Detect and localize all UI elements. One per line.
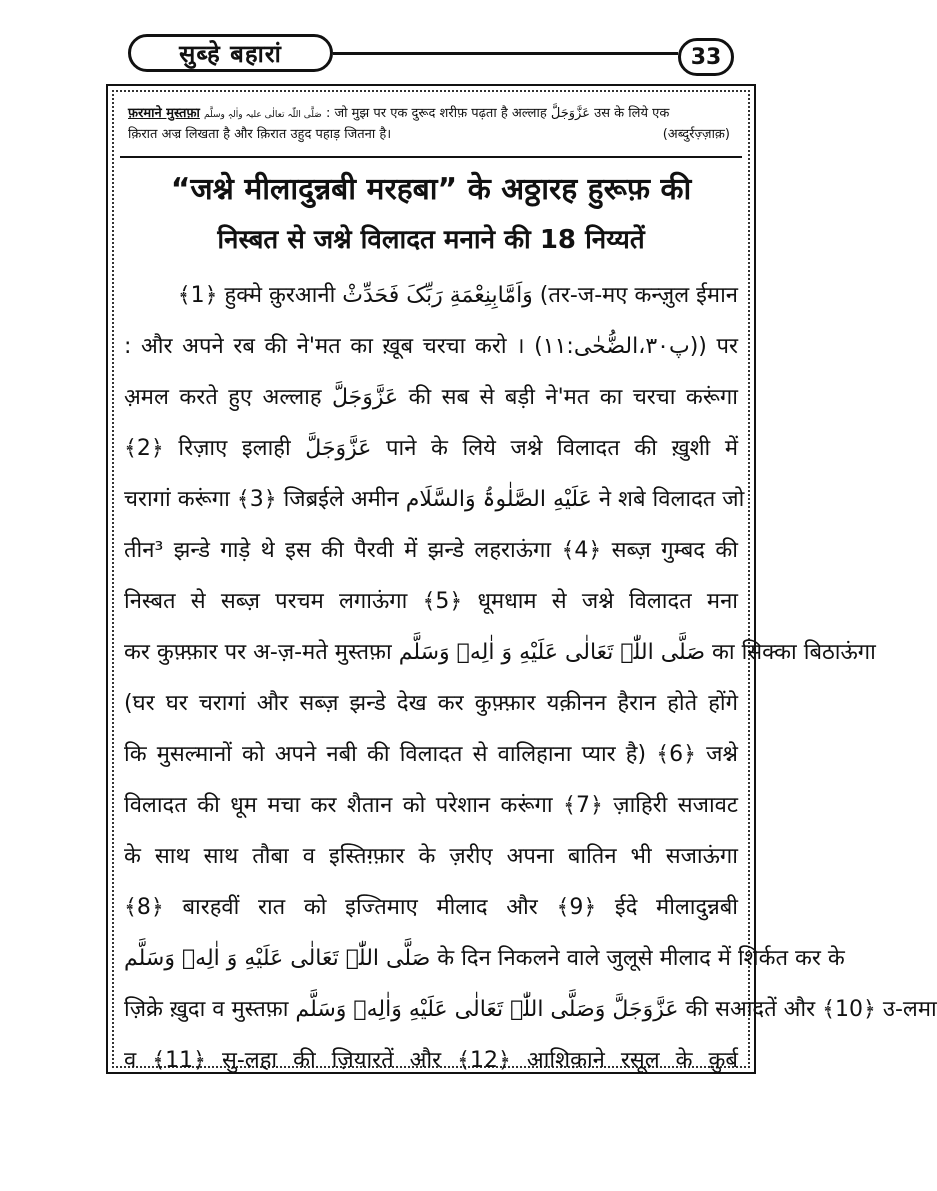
body-line: ज़िक्रे ख़ुदा व मुस्तफ़ा عَزَّوَجَلَّ وَصَلَّی اللّٰہ تَعَالٰی عَلَیْهِ وَاٰلِهٖ وَسَلَّم की सआदतें और ﴾10﴿ उ-लमा: [124, 997, 937, 1022]
body-line: कि मुसल्मानों को अपने नबी की विलादत से वालिहाना प्यार है) ﴾6﴿ जश्ने: [124, 742, 738, 767]
body-line: व ﴾11﴿ सु-लहा की ज़ियारतें और ﴾12﴿ आशिक़ाने रसूल के क़ुर्ब: [124, 1048, 738, 1073]
body-line: ﴾1﴿ हुक्मे क़ुरआनी وَاَمَّابِنِعْمَةِ رَبِّکَ فَحَدِّثْ (तर-ज-मए कन्ज़ुल ईमान: [177, 283, 738, 308]
body-line: : और अपने रब की ने'मत का ख़ूब चरचा करो । (پ۳۰،الضُّحٰی:۱۱)) पर: [124, 334, 739, 359]
quote-divider: [120, 156, 742, 158]
body-line: ﴾2﴿ रिज़ाए इलाही عَزَّوَجَلَّ पाने के लिये जश्ने विलादत की ख़ुशी में: [124, 436, 738, 461]
body-line: चरागां करूंगा ﴾3﴿ जिब्रईले अमीन عَلَیْهِ الصَّلٰوۃُ وَالسَّلَام ने शबे विलादत जो: [124, 487, 745, 512]
body-line: के साथ साथ तौबा व इस्तिग़्फ़ार के ज़रीए अपना बातिन भी सजाऊंगा: [124, 844, 738, 869]
chapter-title-line-1: “जश्ने मीलादुन्नबी मरहबा” के अठ्ठारह हुरूफ़ की: [170, 172, 692, 207]
hadith-quote-line-1: [128, 104, 734, 125]
book-title: [128, 34, 333, 72]
header-rule: [333, 52, 678, 55]
body-line: صَلَّی اللّٰہ تَعَالٰی عَلَیْهِ وَ اٰلِهٖ وَسَلَّم के दिन निकलने वाले जुलूसे मीलाद में शिर्कत कर के: [124, 946, 845, 971]
honorific-text: صَلَّی اللّٰہ تعالٰی علیہ واٰلہٖ وسلَّم: [204, 110, 322, 120]
body-line: निस्बत से सब्ज़ परचम लगाऊंगा ﴾5﴿ धूमधाम से जश्ने विलादत मना: [124, 589, 738, 614]
page-number-text: 33: [690, 44, 722, 70]
body-line: विलादत की धूम मचा कर शैतान को परेशान करूंगा ﴾7﴿ ज़ाहिरी सजावट: [124, 793, 738, 818]
body-text: [124, 270, 937, 1086]
hadith-text-2: क़िरात अज्र लिखता है और क़िरात उहुद पहाड़ जितना है।: [128, 127, 392, 142]
body-line: अ़मल करते हुए अल्लाह عَزَّوَجَلَّ की सब से बड़ी ने'मत का चरचा करूंगा: [124, 385, 738, 410]
hadith-quote-line-2: [128, 125, 734, 145]
hadith-text-1: : जो मुझ पर एक दुरूद शरीफ़ पढ़ता है अल्लाह عَزَّوَجَلَّ उस के लिये एक: [325, 106, 670, 121]
page-number: [678, 38, 734, 76]
hadith-quote: [124, 102, 738, 158]
hadith-label: फ़रमाने मुस्तफ़ा: [128, 106, 200, 121]
body-line: ﴾8﴿ बारहवीं रात को इज्तिमाए मीलाद और ﴾9﴿ ईदे मीलादुन्नबी: [124, 895, 738, 920]
body-line: कर कुफ़्फ़ार पर अ-ज़-मते मुस्तफ़ा صَلَّی اللّٰہ تَعَالٰی عَلَیْهِ وَ اٰلِهٖ وَسَلَّم का सिक्का बिठाऊंगा: [124, 640, 876, 665]
body-line: तीन³ झन्डे गाड़े थे इस की पैरवी में झन्डे लहराऊंगा ﴾4﴿ सब्ज़ गुम्बद की: [124, 538, 738, 563]
body-line: (घर घर चरागां और सब्ज़ झन्डे देख कर कुफ़्फ़ार यक़ीनन हैरान होते होंगे: [124, 691, 738, 716]
hadith-source: (अब्दुर्रज़्ज़ाक़): [662, 127, 730, 142]
chapter-title-line-2: निस्बत से जश्ने विलादत मनाने की 18 निय्यतें: [217, 225, 645, 255]
book-title-text: सुब्हे बहारां: [179, 39, 282, 68]
